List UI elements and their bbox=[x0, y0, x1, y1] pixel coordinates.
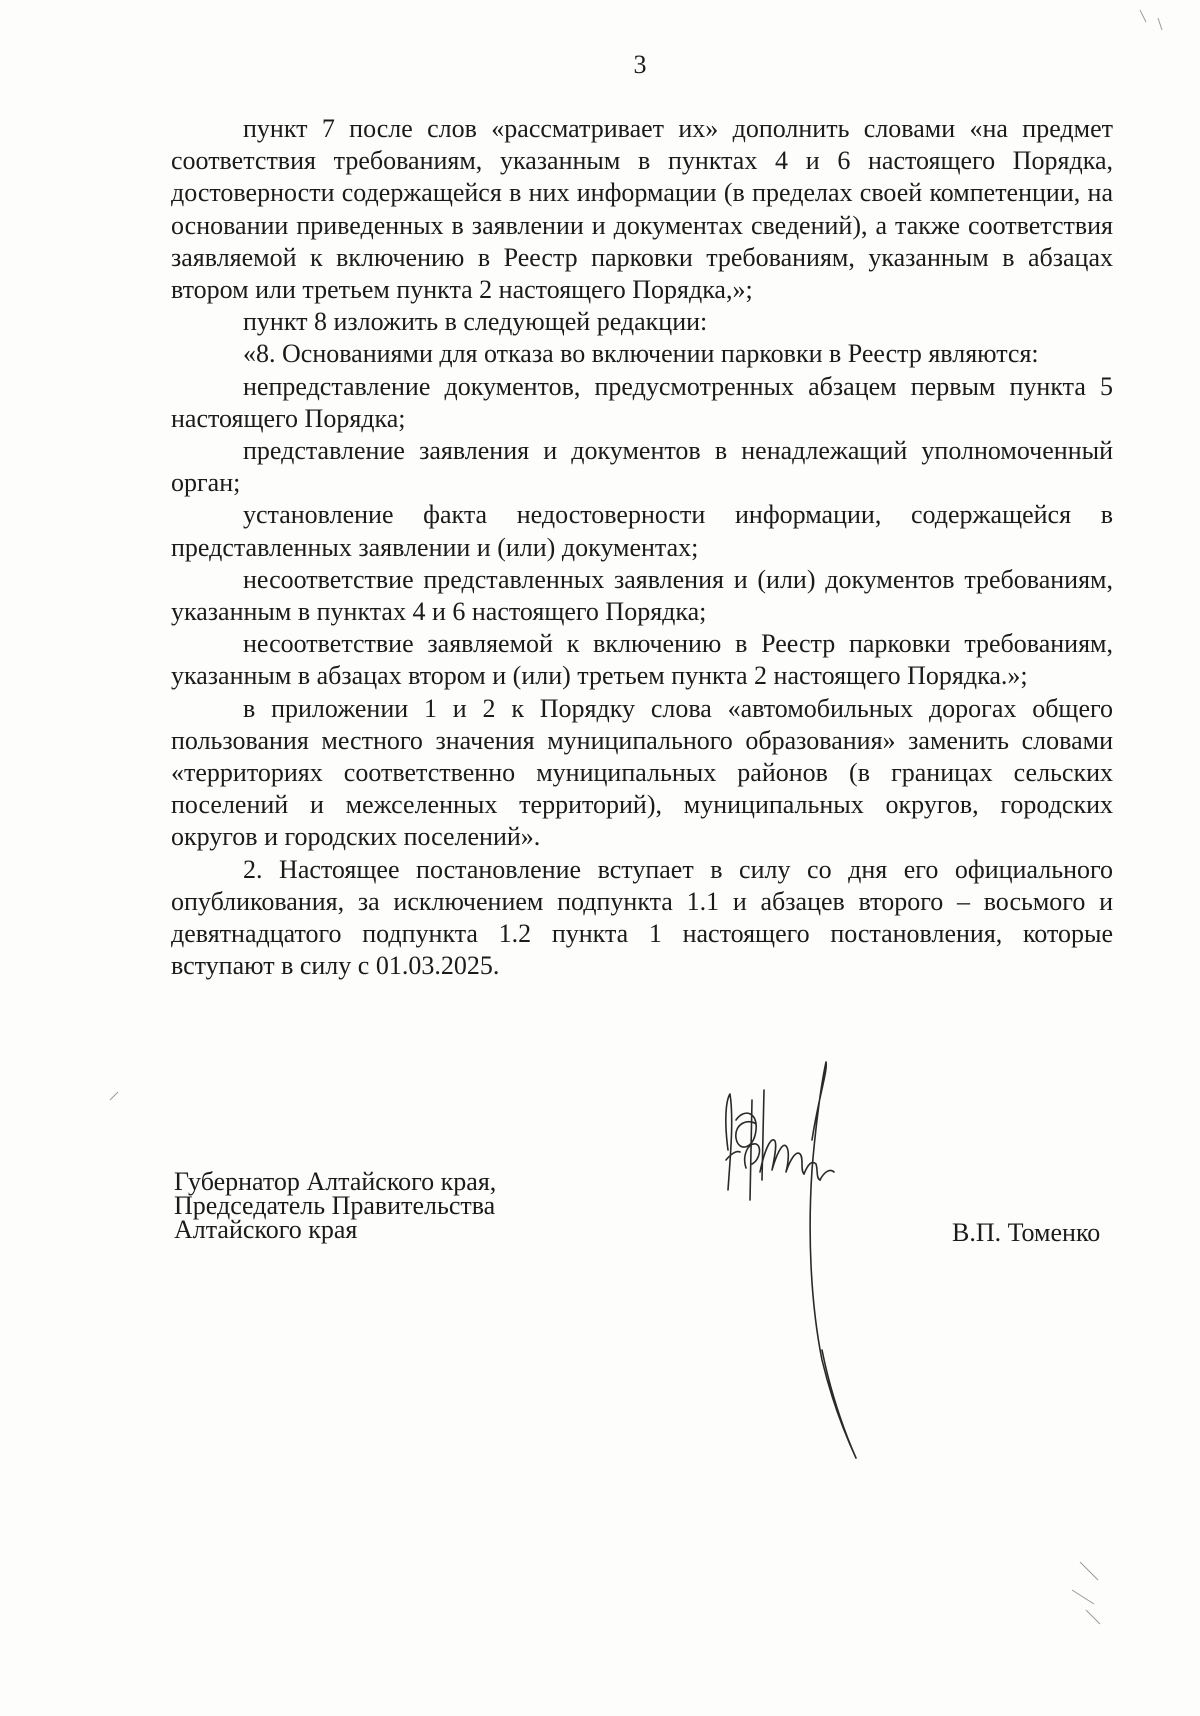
signatory-name: В.П. Томенко bbox=[952, 1218, 1101, 1247]
signatory-position-line: Губернатор Алтайского края, bbox=[174, 1167, 497, 1196]
signatory-position bbox=[174, 1167, 497, 1244]
paragraph-point-7-amendment: пункт 7 после слов «рассматривает их» дополнить словами «на предмет соответствия требованиям, указанным в пунктах 4 и 6 настоящего Порядка, достоверности содержащейся в них информации (в пределах своей компетенции, на основании приведенных в заявлении и документах сведений), а также соответствия заявляемой к включению в Реестр парковки требованиям, указанным в абзацах втором или третьем пункта 2 настоящего Порядка,»; bbox=[171, 114, 1113, 305]
paragraph-appendix-amendment: в приложении 1 и 2 к Порядку слова «автомобильных дорогах общего пользования местного значения муниципального образования» заменить словами «территориях соответственно муниципальных районов (в границах сельских поселений и межселенных территорий), муниципальных округов, городских округов и городских поселений». bbox=[171, 693, 1113, 852]
paragraph-point-8-text: «8. Основаниями для отказа во включении парковки в Реестр являются: bbox=[243, 339, 1039, 369]
paragraph-refusal-ground-1: непредставление документов, предусмотренных абзацем первым пункта 5 настоящего Порядка; bbox=[171, 371, 1113, 433]
paragraph-refusal-ground-3: установление факта недостоверности информации, содержащейся в представленных заявлении и (или) документах; bbox=[171, 500, 1113, 562]
handwritten-signature bbox=[700, 1060, 900, 1480]
paragraph-point-8-intro: пункт 8 изложить в следующей редакции: bbox=[243, 307, 708, 337]
page-number: 3 bbox=[633, 50, 647, 79]
signatory-position-line: Председатель Правительства bbox=[174, 1191, 496, 1220]
paragraph-refusal-ground-4: несоответствие представленных заявления и (или) документов требованиям, указанным в пунктах 4 и 6 настоящего Порядка; bbox=[171, 564, 1113, 627]
signatory-position-line: Алтайского края bbox=[174, 1215, 358, 1244]
document-body bbox=[171, 113, 1113, 982]
paragraph-entry-into-force: 2. Настоящее постановление вступает в силу со дня его официального опубликования, за исключением подпункта 1.1 и абзацев второго – восьмого и девятнадцатого подпункта 1.2 пункта 1 настоящего постановления, которые вступают в силу с 01.03.2025. bbox=[171, 854, 1113, 981]
paragraph-refusal-ground-5: несоответствие заявляемой к включению в Реестр парковки требованиям, указанным в абзацах втором и (или) третьем пункта 2 настоящего Порядка.»; bbox=[171, 629, 1113, 691]
paragraph-refusal-ground-2: представление заявления и документов в ненадлежащий уполномоченный орган; bbox=[171, 436, 1113, 498]
